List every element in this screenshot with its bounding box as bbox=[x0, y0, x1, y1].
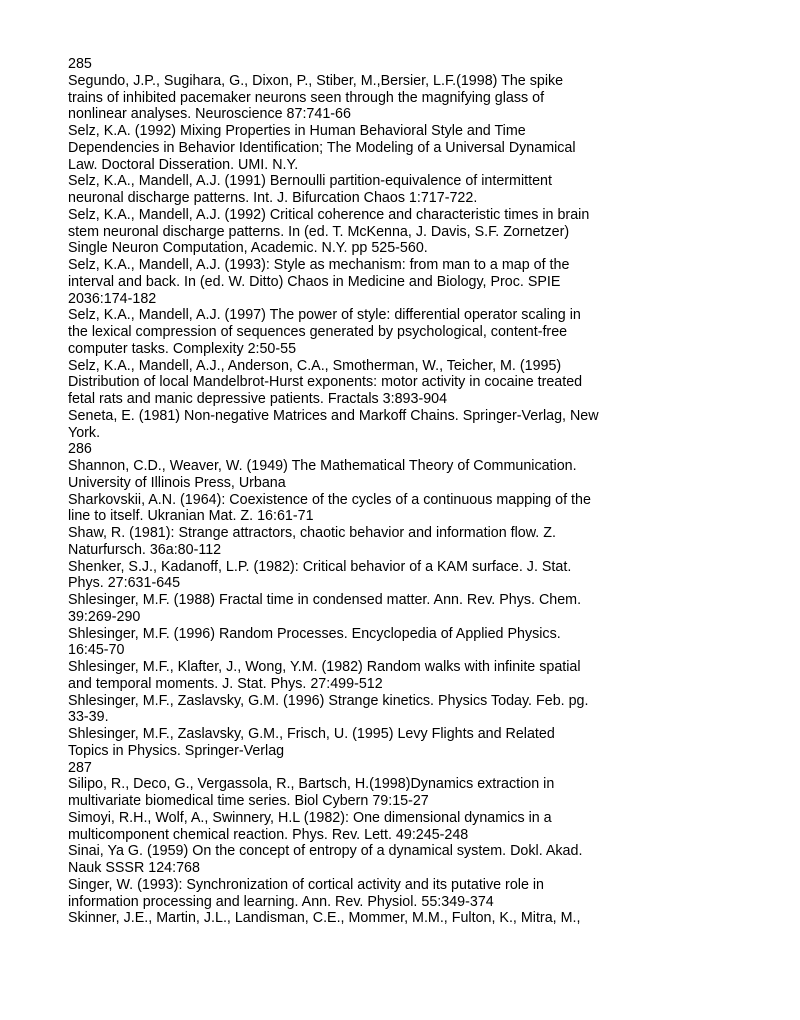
reference-text-line: fetal rats and manic depressive patients. Fractals 3:893-904 bbox=[68, 391, 448, 407]
reference-text-line: trains of inhibited pacemaker neurons seen through the magnifying glass of bbox=[68, 89, 545, 106]
reference-text-line: Shlesinger, M.F., Zaslavsky, G.M., Frisch, U. (1995) Levy Flights and Related bbox=[68, 726, 555, 742]
reference-text-line: Selz, K.A., Mandell, A.J. (1992) Critical coherence and characteristic times in brain bbox=[68, 206, 590, 223]
reference-text-line: Sinai, Ya G. (1959) On the concept of entropy of a dynamical system. Dokl. Akad. bbox=[68, 843, 583, 860]
reference-text-line: Selz, K.A., Mandell, A.J. (1993): Style as mechanism: from man to a map of the bbox=[68, 257, 570, 273]
reference-text-line: Shlesinger, M.F., Zaslavsky, G.M. (1996) Strange kinetics. Physics Today. Feb. pg. bbox=[68, 692, 589, 709]
reference-text-line: 16:45-70 bbox=[68, 642, 125, 659]
reference-text-line: Selz, K.A., Mandell, A.J. (1991) Bernoulli partition-equivalence of intermittent bbox=[68, 173, 552, 190]
reference-text-line: computer tasks. Complexity 2:50-55 bbox=[68, 340, 297, 357]
reference-text-line: Simoyi, R.H., Wolf, A., Swinnery, H.L (1982): One dimensional dynamics in a bbox=[68, 809, 552, 826]
reference-text-line: Dependencies in Behavior Identification; The Modeling of a Universal Dynamical bbox=[68, 139, 576, 156]
reference-text-line: Distribution of local Mandelbrot-Hurst exponents: motor activity in cocaine treated bbox=[68, 374, 583, 391]
reference-text-line: and temporal moments. J. Stat. Phys. 27:499-512 bbox=[68, 675, 383, 692]
reference-text-line: Phys. 27:631-645 bbox=[68, 575, 181, 592]
reference-text-line: 33-39. bbox=[68, 709, 109, 726]
reference-text-line: Single Neuron Computation, Academic. N.Y. pp 525-560. bbox=[68, 240, 428, 257]
page-number: 287 bbox=[68, 759, 92, 776]
reference-text-line: Nauk SSSR 124:768 bbox=[68, 860, 200, 876]
reference-text-line: Singer, W. (1993): Synchronization of cortical activity and its putative role in bbox=[68, 876, 544, 893]
reference-text-line: Topics in Physics. Springer-Verlag bbox=[68, 742, 285, 759]
reference-text-line: Seneta, E. (1981) Non-negative Matrices and Markoff Chains. Springer-Verlag, New bbox=[68, 407, 599, 424]
reference-text-line: Selz, K.A., Mandell, A.J., Anderson, C.A., Smotherman, W., Teicher, M. (1995) bbox=[68, 357, 562, 374]
reference-text-line: line to itself. Ukranian Mat. Z. 16:61-71 bbox=[68, 508, 314, 525]
reference-text-line: Shlesinger, M.F., Klafter, J., Wong, Y.M. (1982) Random walks with infinite spatial bbox=[68, 659, 581, 675]
reference-text-line: nonlinear analyses. Neuroscience 87:741-66 bbox=[68, 106, 351, 123]
reference-text-line: interval and back. In (ed. W. Ditto) Chaos in Medicine and Biology, Proc. SPIE bbox=[68, 273, 561, 290]
reference-text-line: neuronal discharge patterns. Int. J. Bifurcation Chaos 1:717-722. bbox=[68, 190, 478, 206]
reference-text-line: Shlesinger, M.F. (1996) Random Processes. Encyclopedia of Applied Physics. bbox=[68, 625, 561, 642]
reference-text-line: Skinner, J.E., Martin, J.L., Landisman, C.E., Mommer, M.M., Fulton, K., Mitra, M., bbox=[68, 910, 581, 927]
reference-text-line: Shaw, R. (1981): Strange attractors, chaotic behavior and information flow. Z. bbox=[68, 525, 556, 541]
reference-text-line: Shenker, S.J., Kadanoff, L.P. (1982): Critical behavior of a KAM surface. J. Stat. bbox=[68, 558, 572, 575]
reference-text-line: Selz, K.A. (1992) Mixing Properties in Human Behavioral Style and Time bbox=[68, 123, 526, 139]
reference-text-line: Law. Doctoral Disseration. UMI. N.Y. bbox=[68, 156, 299, 173]
page-number: 286 bbox=[68, 441, 92, 458]
page-number: 285 bbox=[68, 56, 92, 72]
reference-text-line: stem neuronal discharge patterns. In (ed. T. McKenna, J. Davis, S.F. Zornetzer) bbox=[68, 223, 570, 240]
reference-text-line: Shlesinger, M.F. (1988) Fractal time in condensed matter. Ann. Rev. Phys. Chem. bbox=[68, 592, 582, 608]
reference-text-line: the lexical compression of sequences generated by psychological, content-free bbox=[68, 324, 568, 340]
reference-text-line: Silipo, R., Deco, G., Vergassola, R., Bartsch, H.(1998)Dynamics extraction in bbox=[68, 776, 555, 793]
reference-text-line: University of Illinois Press, Urbana bbox=[68, 474, 286, 491]
reference-text-line: Shannon, C.D., Weaver, W. (1949) The Mathematical Theory of Communication. bbox=[68, 458, 577, 474]
reference-text-line: Segundo, J.P., Sugihara, G., Dixon, P., Stiber, M.,Bersier, L.F.(1998) The spike bbox=[68, 72, 564, 89]
reference-text-line: multivariate biomedical time series. Biol Cybern 79:15-27 bbox=[68, 793, 429, 809]
reference-text-line: Naturfursch. 36a:80-112 bbox=[68, 541, 222, 558]
reference-text-line: Sharkovskii, A.N. (1964): Coexistence of the cycles of a continuous mapping of the bbox=[68, 491, 591, 508]
reference-text-line: 2036:174-182 bbox=[68, 290, 157, 307]
reference-text-line: Selz, K.A., Mandell, A.J. (1997) The power of style: differential operator scaling in bbox=[68, 307, 581, 324]
reference-text-line: York. bbox=[68, 424, 101, 441]
reference-list-page bbox=[68, 56, 648, 927]
reference-text-line: 39:269-290 bbox=[68, 608, 141, 625]
reference-text-line: information processing and learning. Ann. Rev. Physiol. 55:349-374 bbox=[68, 893, 494, 910]
reference-text-line: multicomponent chemical reaction. Phys. Rev. Lett. 49:245-248 bbox=[68, 826, 469, 843]
